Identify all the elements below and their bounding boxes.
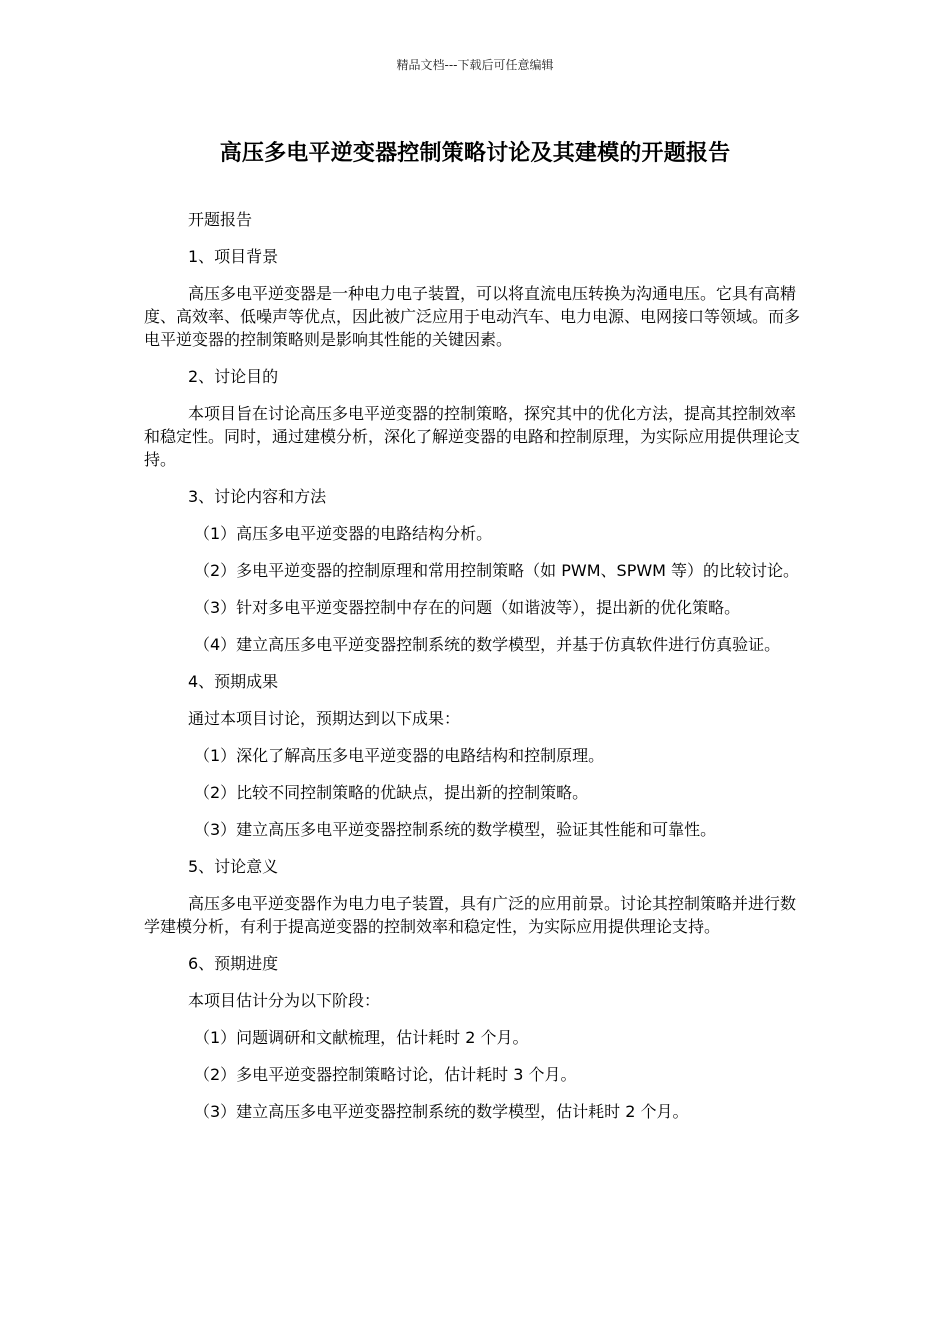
body-paragraph: 高压多电平逆变器作为电力电子装置，具有广泛的应用前景。讨论其控制策略并进行数学建模分析，有利于提高逆变器的控制效率和稳定性，为实际应用提供理论支持。 bbox=[144, 894, 797, 936]
section-heading: 3、讨论内容和方法 bbox=[188, 487, 327, 506]
section-heading: 5、讨论意义 bbox=[188, 857, 279, 876]
list-item: （2）比较不同控制策略的优缺点，提出新的控制策略。 bbox=[194, 783, 589, 802]
document-body bbox=[144, 208, 808, 1137]
body-paragraph: 本项目估计分为以下阶段： bbox=[188, 991, 381, 1010]
header-note: 精品文档---下载后可任意编辑 bbox=[396, 58, 554, 72]
list-item: （3）建立高压多电平逆变器控制系统的数学模型，估计耗时 2 个月。 bbox=[194, 1102, 689, 1121]
section-heading: 2、讨论目的 bbox=[188, 367, 279, 386]
list-item: （3）建立高压多电平逆变器控制系统的数学模型，验证其性能和可靠性。 bbox=[194, 820, 717, 839]
body-paragraph: 本项目旨在讨论高压多电平逆变器的控制策略，探究其中的优化方法，提高其控制效率和稳定性。同时，通过建模分析，深化了解逆变器的电路和控制原理，为实际应用提供理论支持。 bbox=[144, 404, 801, 469]
document-title: 高压多电平逆变器控制策略讨论及其建模的开题报告 bbox=[219, 141, 731, 166]
list-item: （1）问题调研和文献梳理，估计耗时 2 个月。 bbox=[194, 1028, 529, 1047]
list-item: （3）针对多电平逆变器控制中存在的问题（如谐波等），提出新的优化策略。 bbox=[194, 598, 741, 617]
list-item: （1）高压多电平逆变器的电路结构分析。 bbox=[194, 524, 493, 543]
list-item: （1）深化了解高压多电平逆变器的电路结构和控制原理。 bbox=[194, 746, 605, 765]
section-label: 开题报告 bbox=[188, 210, 253, 229]
body-paragraph: 高压多电平逆变器是一种电力电子装置，可以将直流电压转换为沟通电压。它具有高精度、高效率、低噪声等优点，因此被广泛应用于电动汽车、电力电源、电网接口等领域。而多电平逆变器的控制策略则是影响其性能的关键因素。 bbox=[144, 284, 801, 349]
section-heading: 4、预期成果 bbox=[188, 672, 279, 691]
section-heading: 1、项目背景 bbox=[188, 247, 279, 266]
list-item: （2）多电平逆变器的控制原理和常用控制策略（如 PWM、SPWM 等）的比较讨论。 bbox=[194, 561, 800, 580]
list-item: （2）多电平逆变器控制策略讨论，估计耗时 3 个月。 bbox=[194, 1065, 577, 1084]
section-heading: 6、预期进度 bbox=[188, 954, 279, 973]
list-item: （4）建立高压多电平逆变器控制系统的数学模型，并基于仿真软件进行仿真验证。 bbox=[194, 635, 781, 654]
body-paragraph: 通过本项目讨论，预期达到以下成果： bbox=[188, 709, 461, 728]
